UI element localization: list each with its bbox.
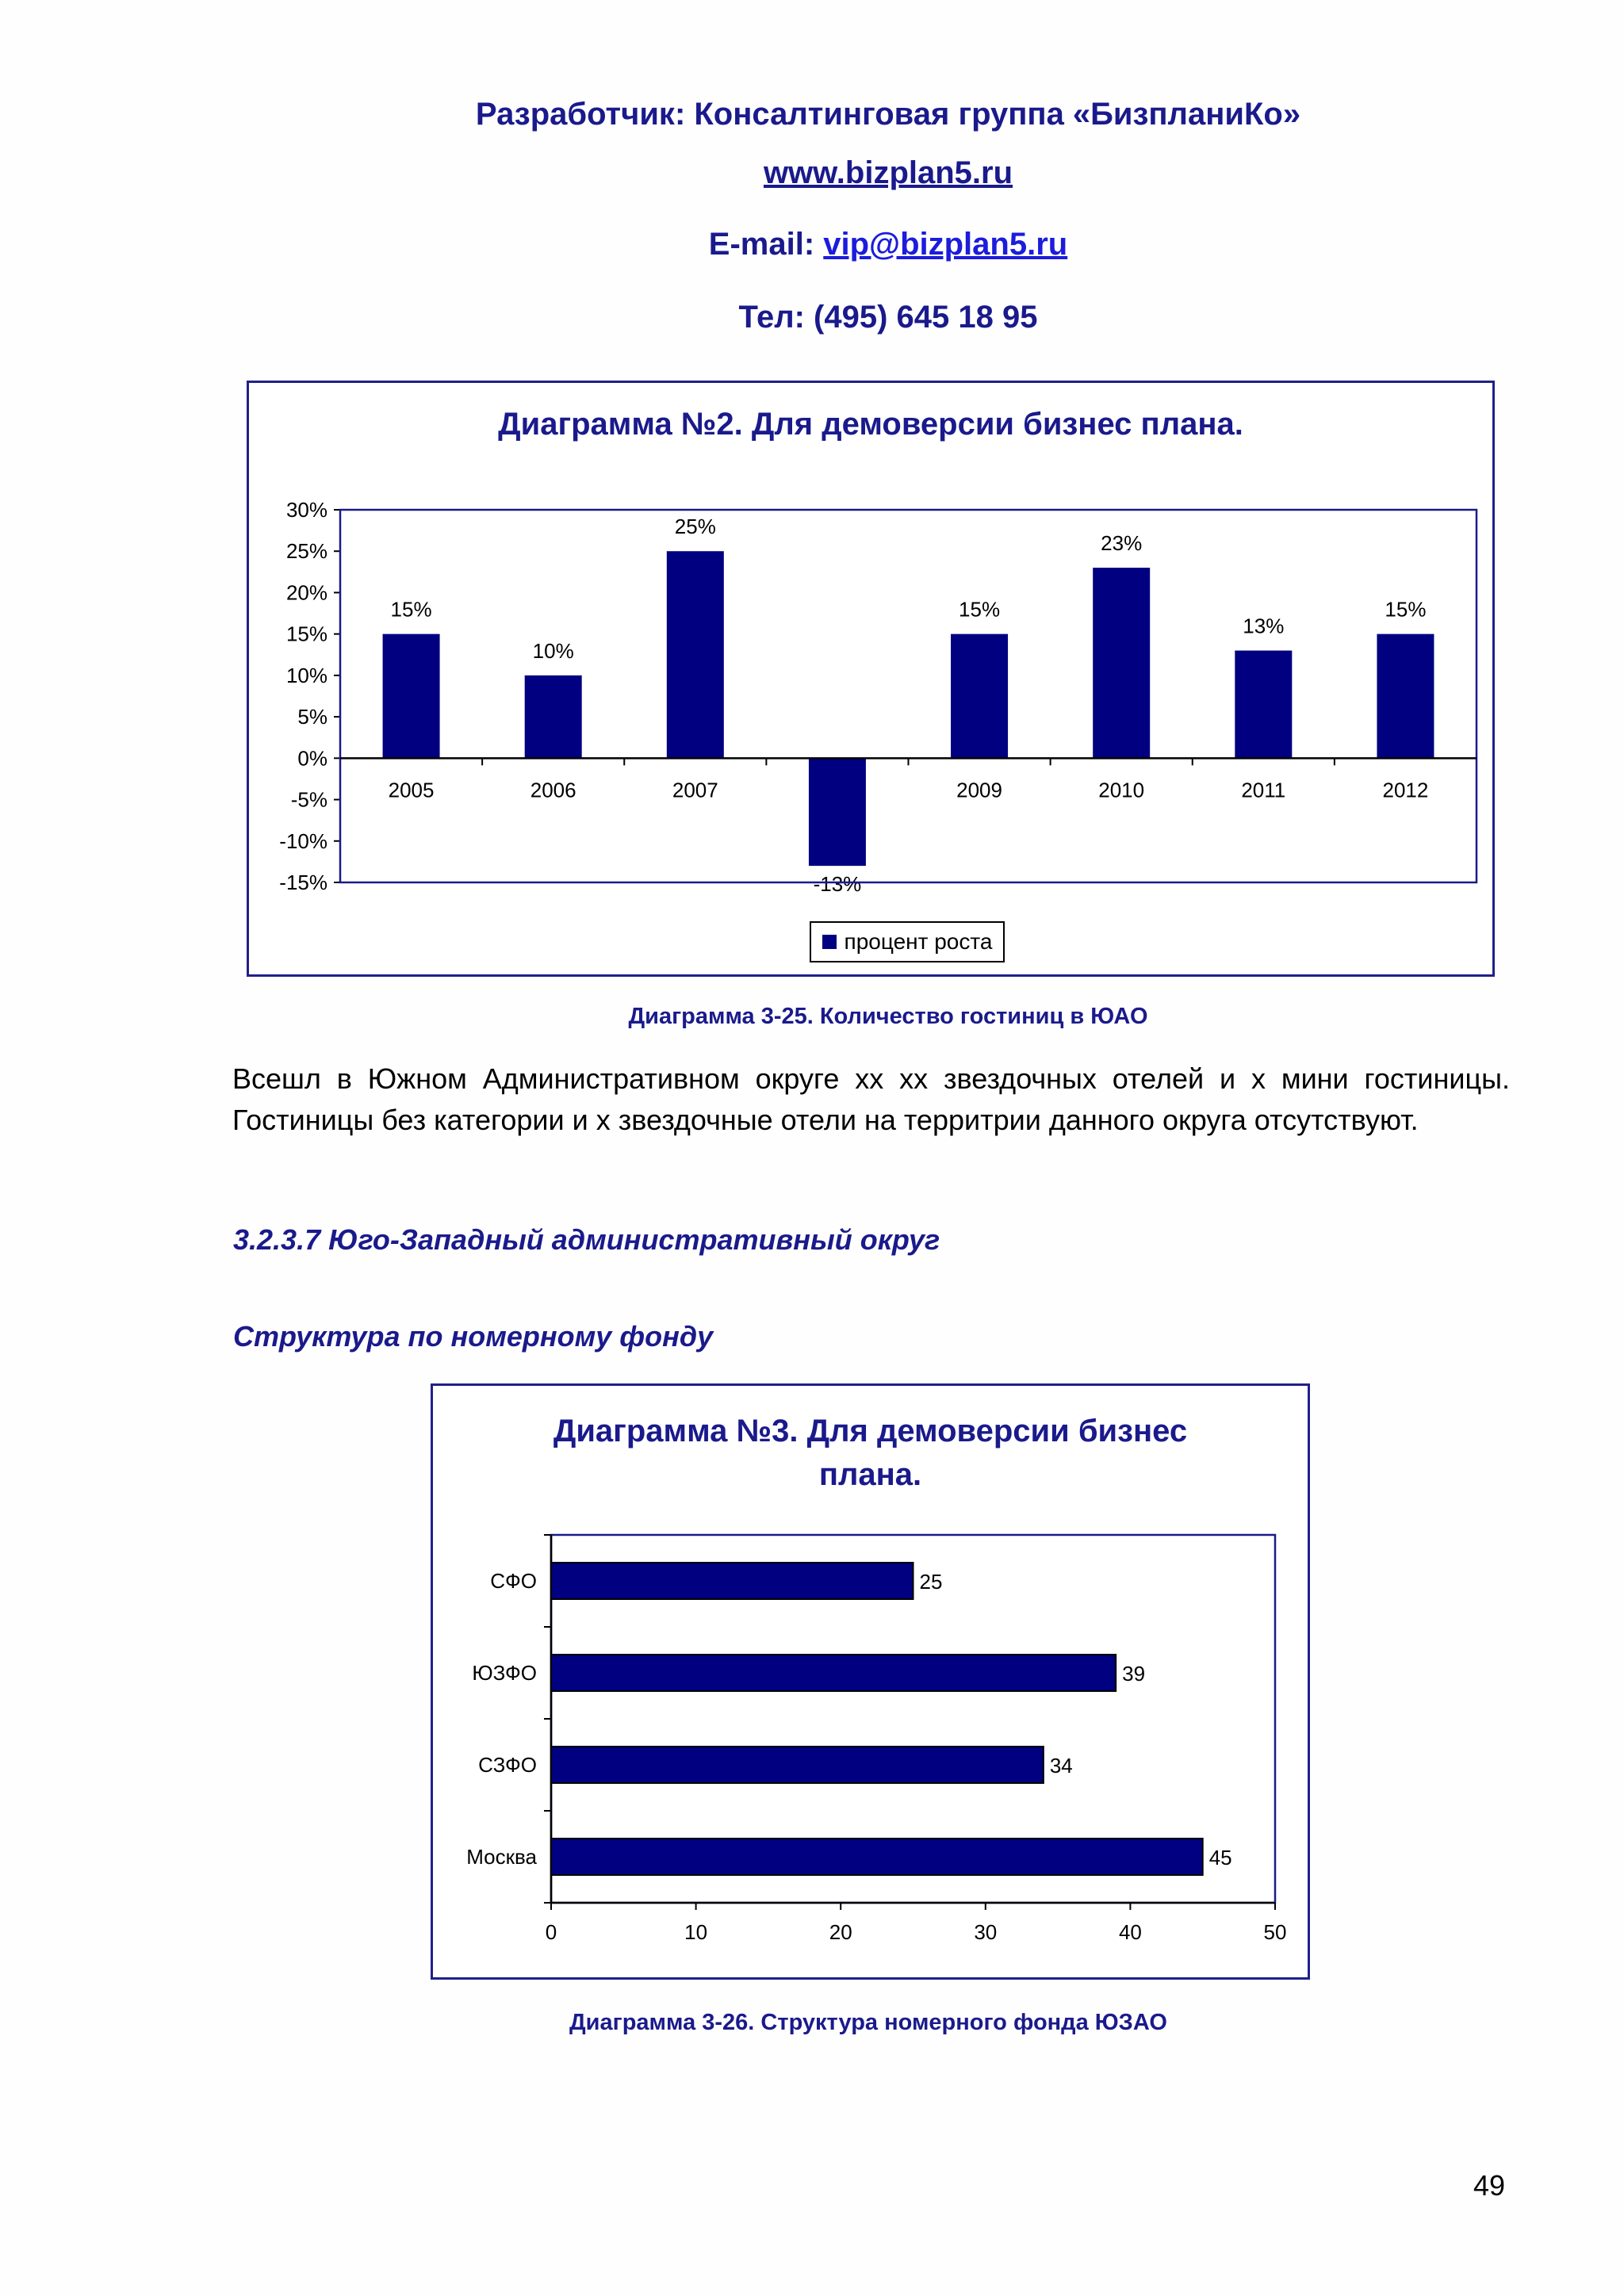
chart-growth-svg	[249, 383, 1492, 974]
bar-2009	[951, 634, 1008, 759]
section-heading: 3.2.3.7 Юго-Западный административный округ	[233, 1223, 940, 1256]
chart-rooms-svg	[433, 1386, 1308, 1977]
y-tick-label: 0%	[297, 746, 327, 771]
y-tick-label-ЮЗФО: ЮЗФО	[472, 1661, 537, 1685]
body-line-1: Всешл в Южном Административном округе хх хх звездочных отелей и х мини гостиницы.	[232, 1062, 1510, 1095]
email-link[interactable]: vip@bizplan5.ru	[823, 227, 1068, 262]
data-label-СЗФО: 34	[1049, 1754, 1073, 1777]
chart-growth-box	[247, 381, 1495, 977]
chart-rooms-title-line1: Диаграмма №3. Для демоверсии бизнес	[553, 1414, 1188, 1448]
website-link[interactable]	[0, 155, 1624, 191]
x-tick-label-2012: 2012	[1382, 778, 1429, 802]
x-tick-label: 0	[545, 1920, 557, 1944]
chart-rooms-title-line2: плана.	[818, 1457, 922, 1492]
y-tick-label: -15%	[279, 871, 327, 894]
bar-2005	[383, 634, 440, 759]
bar-ЮЗФО	[551, 1655, 1116, 1691]
data-label-Москва: 45	[1208, 1846, 1232, 1869]
data-label-2009: 15%	[959, 597, 1001, 622]
x-tick-label: 40	[1118, 1920, 1142, 1944]
y-tick-label: 5%	[297, 705, 327, 729]
chart-rooms-box	[431, 1383, 1310, 1980]
x-tick-label-2011: 2011	[1241, 778, 1286, 802]
data-label-2011: 13%	[1243, 614, 1285, 638]
data-label-ЮЗФО: 39	[1122, 1662, 1146, 1686]
data-label-2006: 10%	[532, 638, 574, 663]
data-label-2007: 25%	[674, 515, 716, 539]
data-label-2010: 23%	[1101, 531, 1143, 556]
bar-2012	[1377, 634, 1434, 759]
y-tick-label-СФО: СФО	[490, 1569, 537, 1593]
page-number: 49	[1473, 2169, 1506, 2202]
y-tick-label: -5%	[290, 787, 327, 812]
x-tick-label-2006: 2006	[530, 778, 576, 802]
email-line	[0, 227, 1624, 262]
email-label: E-mail:	[708, 227, 824, 262]
data-label-2012: 15%	[1385, 597, 1427, 622]
subheading: Структура по номерному фонду	[233, 1320, 714, 1353]
legend-label: процент роста	[844, 929, 993, 954]
bar-Москва	[551, 1839, 1203, 1875]
bar-2006	[525, 675, 582, 758]
y-tick-label-Москва: Москва	[466, 1845, 537, 1869]
website-link-text[interactable]: www.bizplan5.ru	[763, 155, 1013, 190]
x-tick-label-2010: 2010	[1098, 778, 1145, 802]
bar-2007	[667, 551, 724, 758]
x-tick-label-2007: 2007	[672, 778, 718, 802]
bar-2008	[809, 758, 866, 866]
data-label-2005: 15%	[390, 597, 432, 622]
body-paragraph	[232, 1058, 1510, 1141]
x-tick-label: 20	[829, 1920, 852, 1944]
chart-growth-caption: Диаграмма 3-25. Количество гостиниц в ЮАО	[628, 1004, 1148, 1029]
bar-СЗФО	[551, 1747, 1044, 1783]
data-label-СФО: 25	[919, 1570, 943, 1594]
y-tick-label: 20%	[285, 580, 327, 605]
y-tick-label: -10%	[279, 828, 327, 853]
y-tick-label: 10%	[285, 663, 327, 687]
y-tick-label: 30%	[285, 498, 327, 522]
bar-2011	[1235, 651, 1292, 759]
phone-line: Тел: (495) 645 18 95	[738, 300, 1038, 335]
x-tick-label-2005: 2005	[388, 778, 435, 802]
x-tick-label: 50	[1263, 1920, 1287, 1944]
x-tick-label: 30	[974, 1920, 998, 1944]
y-tick-label: 25%	[285, 539, 327, 564]
bar-СФО	[551, 1563, 914, 1599]
developer-line: Разработчик: Консалтинговая группа «БизпланиКо»	[475, 97, 1301, 132]
y-tick-label-СЗФО: СЗФО	[478, 1753, 537, 1777]
body-line-2: Гостиницы без категории и х звездочные отели на территрии данного округа отсутствуют.	[232, 1104, 1419, 1136]
y-tick-label: 15%	[285, 622, 327, 646]
x-tick-label-2009: 2009	[956, 778, 1002, 802]
bar-2010	[1093, 568, 1150, 758]
data-label-2008: -13%	[813, 872, 862, 897]
x-tick-label: 10	[684, 1920, 708, 1944]
chart-growth-legend	[810, 921, 1005, 962]
plot-area-frame	[340, 510, 1477, 882]
chart-rooms-caption: Диаграмма 3-26. Структура номерного фонда ЮЗАО	[569, 2010, 1167, 2035]
legend-swatch-icon	[822, 935, 837, 949]
chart-growth-title: Диаграмма №2. Для демоверсии бизнес плана.	[498, 407, 1243, 442]
